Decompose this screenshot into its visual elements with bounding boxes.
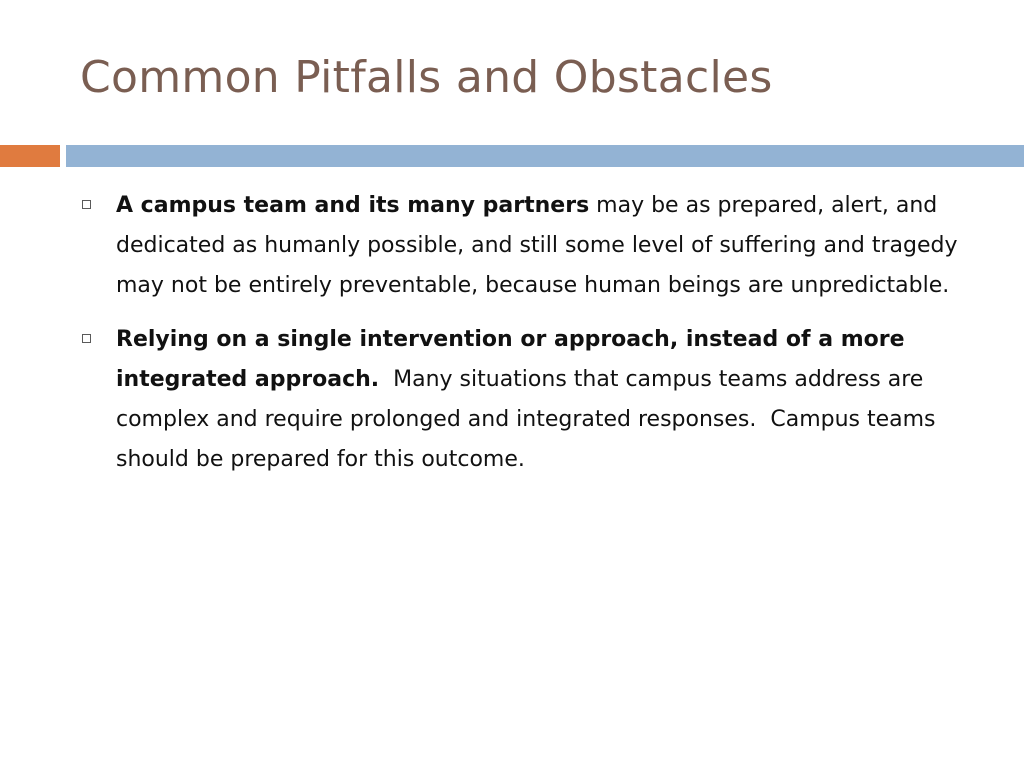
hollow-square-icon bbox=[82, 334, 91, 343]
bullet-list bbox=[80, 186, 970, 494]
hollow-square-icon bbox=[82, 200, 91, 209]
slide-title: Common Pitfalls and Obstacles bbox=[80, 52, 773, 103]
bullet-text: may be as prepared, alert, and dedicated as humanly possible, and still some level of suffering and tragedy may not be entirely preventable, because human beings are unpredictable. bbox=[116, 193, 965, 298]
bullet-heading: A campus team and its many partners bbox=[116, 193, 590, 218]
accent-bar-blue bbox=[66, 145, 1024, 167]
bullet-text: Many situations that campus teams address are complex and require prolonged and integrated responses. Campus teams should be prepared for this outcome. bbox=[116, 367, 943, 472]
bullet-heading: Relying on a single intervention or approach, instead of a more integrated approach. bbox=[116, 327, 905, 392]
bullet-item bbox=[80, 320, 970, 480]
bullet-item bbox=[80, 186, 970, 306]
accent-bar-orange bbox=[0, 145, 60, 167]
